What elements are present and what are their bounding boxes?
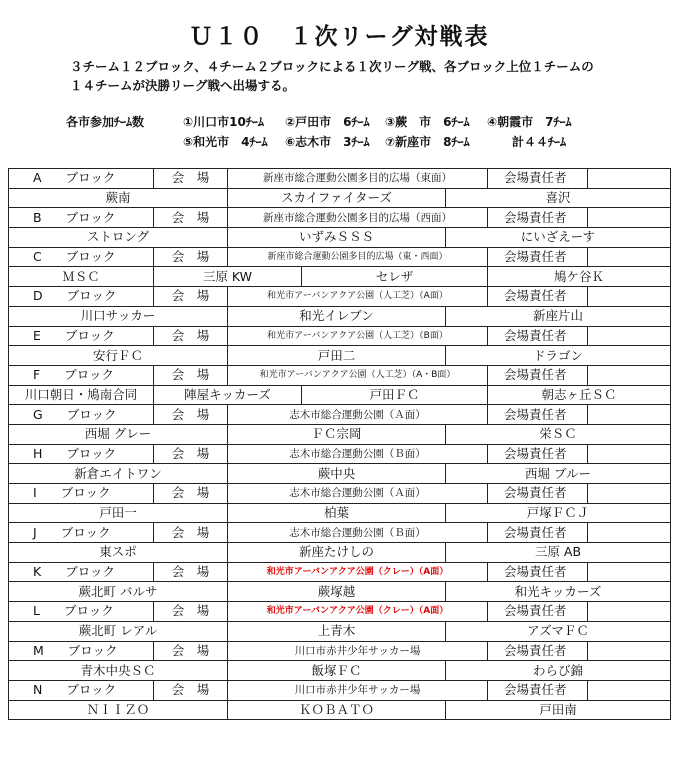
team-cell: 三原 KW (154, 267, 302, 287)
responsible-value (588, 365, 671, 385)
team-cell: 西堀 ブルー (446, 464, 671, 484)
responsible-label: 会場責任者 (488, 326, 588, 346)
responsible-label: 会場責任者 (488, 680, 588, 700)
responsible-label: 会場責任者 (488, 287, 588, 307)
block-letter: A (33, 170, 42, 186)
team-cell: 蕨南 (9, 188, 228, 208)
responsible-value (588, 444, 671, 464)
venue-name: 和光市アーバンアクア公園（人工芝）（B面） (228, 326, 488, 346)
venue-label: 会 場 (154, 365, 228, 385)
responsible-value (588, 247, 671, 267)
venue-name: 和光市アーバンアクア公園（クレー）（A面） (228, 562, 488, 582)
responsible-label: 会場責任者 (488, 405, 588, 425)
block-name (9, 208, 154, 228)
block-teams-row (9, 464, 671, 484)
block-name (9, 523, 154, 543)
team-cell: 戸塚ＦＣＪ (446, 503, 671, 523)
team-cell: ストロング (9, 228, 228, 248)
block-name (9, 365, 154, 385)
venue-label: 会 場 (154, 484, 228, 504)
page-title: Ｕ１０ １次リーグ対戦表 (189, 24, 490, 50)
block-label: ブロック (63, 603, 114, 619)
block-header-row (9, 484, 671, 504)
team-count-kawaguchi: ①川口市10ﾁｰﾑ (183, 115, 264, 129)
responsible-label: 会場責任者 (488, 365, 588, 385)
team-cell: 戸田ＦＣ (302, 385, 488, 405)
team-cell: わらび錦 (446, 661, 671, 681)
block-teams-row (9, 188, 671, 208)
block-label: ブロック (65, 564, 115, 580)
block-teams-row (9, 228, 671, 248)
block-teams-row (9, 424, 671, 444)
team-cell: 川口朝日・鳩南合同 (9, 385, 154, 405)
block-name (9, 680, 154, 700)
team-cell: ＫＯＢＡＴＯ (228, 700, 446, 720)
block-teams-row (9, 700, 671, 720)
team-count-shiki: ⑥志木市 3ﾁｰﾑ (285, 135, 370, 149)
team-cell: 安行ＦＣ (9, 346, 228, 366)
team-count-wako: ⑤和光市 4ﾁｰﾑ (183, 135, 268, 149)
team-count-heading: 各市参加ﾁｰﾑ数 (66, 115, 145, 129)
team-cell: 蕨北町 レアル (9, 621, 228, 641)
venue-label: 会 場 (154, 405, 228, 425)
venue-label: 会 場 (154, 326, 228, 346)
block-letter: C (33, 249, 42, 265)
block-label: ブロック (66, 445, 117, 461)
block-letter: J (33, 524, 37, 540)
block-label: ブロック (64, 367, 114, 383)
venue-label: 会 場 (154, 169, 228, 189)
team-cell: 戸田二 (228, 346, 446, 366)
team-cell: 鳩ケ谷Ｋ (488, 267, 671, 287)
block-label: ブロック (65, 209, 116, 225)
team-cell: ＭＳＣ (9, 267, 154, 287)
team-cell: ＦＣ宗岡 (228, 424, 446, 444)
venue-name: 新座市総合運動公園多目的広場（東面） (228, 169, 488, 189)
league-table (8, 168, 671, 720)
team-cell: スカイファイターズ (228, 188, 446, 208)
venue-label: 会 場 (154, 208, 228, 228)
venue-label: 会 場 (154, 287, 228, 307)
venue-label: 会 場 (154, 562, 228, 582)
block-letter: D (33, 288, 43, 304)
block-header-row (9, 405, 671, 425)
block-letter: N (33, 682, 43, 698)
venue-name: 和光市アーバンアクア公園（クレー）（A面） (228, 602, 488, 622)
block-name (9, 562, 154, 582)
block-header-row (9, 523, 671, 543)
block-label: ブロック (65, 170, 116, 186)
team-count-asaka: ④朝霞市 7ﾁｰﾑ (487, 115, 572, 129)
team-cell: 戸田南 (446, 700, 671, 720)
block-name (9, 444, 154, 464)
team-cell: セレザ (302, 267, 488, 287)
responsible-label: 会場責任者 (488, 641, 588, 661)
block-label: ブロック (66, 288, 117, 304)
venue-name: 新座市総合運動公園多目的広場（西面） (228, 208, 488, 228)
block-teams-row (9, 621, 671, 641)
venue-name: 和光市アーバンアクア公園（人工芝）（A・B面） (228, 365, 488, 385)
venue-name: 志木市総合運動公園（Ｂ面） (228, 444, 488, 464)
block-header-row (9, 641, 671, 661)
team-cell: いずみＳＳＳ (228, 228, 446, 248)
block-name (9, 641, 154, 661)
block-letter: G (33, 406, 43, 422)
block-name (9, 169, 154, 189)
team-cell: 蕨塚越 (228, 582, 446, 602)
block-teams-row (9, 267, 671, 287)
block-teams-row (9, 543, 671, 563)
team-count-warabi: ③蕨 市 6ﾁｰﾑ (385, 115, 470, 129)
responsible-label: 会場責任者 (488, 208, 588, 228)
block-letter: E (33, 327, 41, 343)
block-label: ブロック (65, 249, 116, 265)
venue-name: 志木市総合運動公園（Ａ面） (228, 484, 488, 504)
block-label: ブロック (67, 642, 118, 658)
responsible-label: 会場責任者 (488, 247, 588, 267)
team-cell: ドラゴン (446, 346, 671, 366)
responsible-value (588, 562, 671, 582)
responsible-value (588, 680, 671, 700)
block-header-row (9, 680, 671, 700)
team-cell: 和光イレブン (228, 306, 446, 326)
team-cell: 戸田一 (9, 503, 228, 523)
responsible-label: 会場責任者 (488, 602, 588, 622)
team-count-niiza: ⑦新座市 8ﾁｰﾑ (385, 135, 470, 149)
team-cell: 西堀 グレー (9, 424, 228, 444)
team-cell: ＮＩＩＺＯ (9, 700, 228, 720)
block-letter: B (33, 209, 42, 225)
block-header-row (9, 287, 671, 307)
block-header-row (9, 326, 671, 346)
team-cell: 陣屋キッカーズ (154, 385, 302, 405)
team-cell: 飯塚ＦＣ (228, 661, 446, 681)
team-cell: 上青木 (228, 621, 446, 641)
team-count-toda: ②戸田市 6ﾁｰﾑ (285, 115, 370, 129)
responsible-value (588, 208, 671, 228)
block-label: ブロック (66, 406, 117, 422)
team-cell: 蕨北町 バルサ (9, 582, 228, 602)
block-letter: I (33, 485, 37, 501)
block-name (9, 484, 154, 504)
responsible-label: 会場責任者 (488, 562, 588, 582)
team-cell: 新座たけしの (228, 543, 446, 563)
venue-label: 会 場 (154, 602, 228, 622)
block-letter: M (33, 642, 44, 658)
block-name (9, 602, 154, 622)
team-cell: 新倉エイトワン (9, 464, 228, 484)
responsible-value (588, 484, 671, 504)
block-letter: K (33, 564, 42, 580)
team-cell: 東スポ (9, 543, 228, 563)
block-name (9, 405, 154, 425)
block-label: ブロック (60, 485, 111, 501)
block-name (9, 247, 154, 267)
block-header-row (9, 208, 671, 228)
block-letter: L (33, 603, 40, 619)
block-header-row (9, 444, 671, 464)
block-name (9, 287, 154, 307)
block-teams-row (9, 346, 671, 366)
responsible-value (588, 287, 671, 307)
responsible-value (588, 641, 671, 661)
venue-name: 新座市総合運動公園多目的広場（東・西面） (228, 247, 488, 267)
venue-label: 会 場 (154, 641, 228, 661)
block-header-row (9, 562, 671, 582)
block-header-row (9, 169, 671, 189)
intro-line-1: ３チーム１２ブロック、４チーム２ブロックによる１次リーグ戦、各ブロック上位１チームの (70, 59, 594, 74)
block-teams-row (9, 582, 671, 602)
team-cell: アズマＦＣ (446, 621, 671, 641)
venue-label: 会 場 (154, 247, 228, 267)
block-label: ブロック (60, 524, 111, 540)
responsible-label: 会場責任者 (488, 484, 588, 504)
responsible-label: 会場責任者 (488, 444, 588, 464)
block-header-row (9, 247, 671, 267)
block-teams-row (9, 503, 671, 523)
block-label: ブロック (64, 327, 115, 343)
venue-name: 志木市総合運動公園（Ｂ面） (228, 523, 488, 543)
block-header-row (9, 365, 671, 385)
team-count-total: 計４４ﾁｰﾑ (512, 135, 567, 149)
responsible-value (588, 405, 671, 425)
block-teams-row (9, 661, 671, 681)
team-cell: 川口サッカー (9, 306, 228, 326)
intro-line-2: １４チームが決勝リーグ戦へ出場する。 (70, 78, 296, 93)
block-letter: F (33, 367, 41, 383)
venue-label: 会 場 (154, 680, 228, 700)
block-label: ブロック (66, 682, 117, 698)
responsible-label: 会場責任者 (488, 169, 588, 189)
venue-name: 志木市総合運動公園（Ａ面） (228, 405, 488, 425)
block-name (9, 326, 154, 346)
venue-label: 会 場 (154, 444, 228, 464)
team-cell: 栄ＳＣ (446, 424, 671, 444)
team-cell: 青木中央ＳＣ (9, 661, 228, 681)
team-cell: 三原 AB (446, 543, 671, 563)
team-cell: 喜沢 (446, 188, 671, 208)
team-cell: にいざえーす (446, 228, 671, 248)
responsible-value (588, 169, 671, 189)
venue-name: 和光市アーバンアクア公園（人工芝）（A面） (228, 287, 488, 307)
venue-name: 川口市赤井少年サッカー場 (228, 641, 488, 661)
block-header-row (9, 602, 671, 622)
team-cell: 和光キッカーズ (446, 582, 671, 602)
team-cell: 朝志ヶ丘ＳＣ (488, 385, 671, 405)
team-cell: 蕨中央 (228, 464, 446, 484)
responsible-value (588, 326, 671, 346)
responsible-value (588, 523, 671, 543)
block-teams-row (9, 306, 671, 326)
block-letter: H (33, 445, 43, 461)
venue-name: 川口市赤井少年サッカー場 (228, 680, 488, 700)
responsible-value (588, 602, 671, 622)
venue-label: 会 場 (154, 523, 228, 543)
team-cell: 柏葉 (228, 503, 446, 523)
team-cell: 新座片山 (446, 306, 671, 326)
responsible-label: 会場責任者 (488, 523, 588, 543)
block-teams-row (9, 385, 671, 405)
